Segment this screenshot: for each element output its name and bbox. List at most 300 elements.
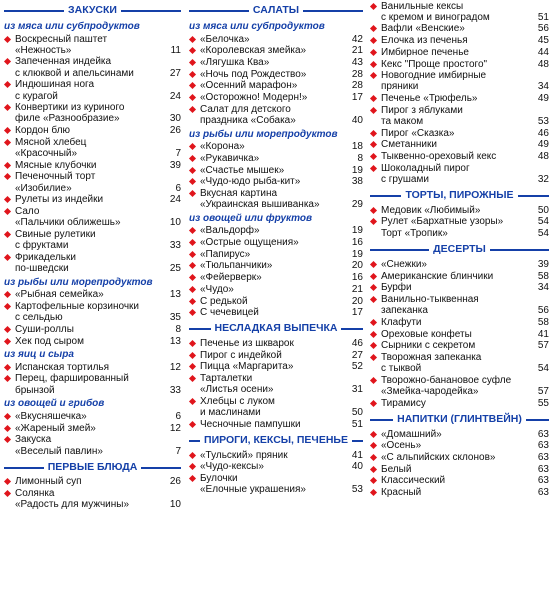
recipe-entry	[4, 171, 181, 193]
recipe-entry	[189, 153, 363, 164]
recipe-title-line: Булочки	[200, 473, 238, 484]
page-number: 57	[537, 386, 549, 398]
page-number: 45	[537, 35, 549, 47]
recipe-title-line: Медовик «Любимый»	[381, 204, 481, 216]
recipe-title-line: Торт «Тропик»	[381, 228, 448, 240]
page-number: 51	[351, 418, 363, 430]
page-number: 29	[351, 199, 363, 211]
recipe-entry	[189, 57, 363, 68]
page-number: 63	[537, 428, 549, 440]
subsection-heading: из овощей или фруктов	[189, 212, 312, 224]
recipe-entry	[370, 128, 549, 139]
page-number: 8	[357, 152, 363, 164]
subsection-heading: из мяса или субпродуктов	[4, 21, 140, 32]
recipe-entry	[370, 475, 549, 486]
page-number: 7	[175, 148, 181, 160]
recipe-title-line: Новогодние имбирные	[381, 70, 487, 82]
page-number: 27	[351, 349, 363, 361]
page-number: 46	[537, 127, 549, 139]
recipe-entry	[370, 452, 549, 463]
section-heading-text: ПЕРВЫЕ БЛЮДА	[44, 461, 142, 473]
recipe-title-line: «Белочка»	[200, 33, 250, 45]
recipe-title-line: Пицца «Маргарита»	[200, 361, 294, 373]
recipe-title-line: Пирог з яблуками	[381, 104, 463, 116]
recipe-title-line: «Домашний»	[381, 428, 442, 440]
page-number: 54	[537, 228, 549, 240]
page-number: 34	[537, 282, 549, 294]
recipe-title-line: «Вальдорф»	[200, 225, 260, 237]
recipe-title-line: «Лягушка Ква»	[200, 56, 270, 68]
section-heading	[370, 188, 549, 204]
recipe-entry	[370, 375, 549, 397]
recipe-title-line: «Вкусняшечка»	[15, 410, 87, 422]
page-number: 21	[351, 45, 363, 57]
recipe-title-line: «Тульский» пряник	[200, 449, 288, 461]
recipe-entry	[370, 139, 549, 150]
recipe-title-line: «Рыбная семейка»	[15, 289, 104, 301]
page-number: 57	[537, 340, 549, 352]
recipe-title-line: с фруктами	[15, 240, 69, 252]
recipe-title-line: «Елочные украшения»	[200, 484, 306, 496]
recipe-title-line: с грушами	[381, 174, 429, 186]
page-number: 25	[169, 263, 181, 275]
recipe-entry	[189, 461, 363, 472]
page-number: 44	[537, 46, 549, 58]
recipe-entry	[370, 93, 549, 104]
recipe-title-line: Имбирное печенье	[381, 46, 469, 58]
recipe-entry	[189, 284, 363, 295]
recipe-title-line: Пирог с индейкой	[200, 349, 282, 361]
recipe-title-line: С редькой	[200, 295, 248, 307]
page-number: 24	[169, 90, 181, 102]
subsection-heading: из рыбы или морепродуктов	[4, 276, 153, 288]
recipe-title-line: «Листья осени»	[200, 384, 274, 396]
recipe-entry	[4, 336, 181, 347]
recipe-title-line: Мясные клубочки	[15, 159, 97, 171]
page-number: 53	[537, 116, 549, 128]
page-number: 63	[537, 451, 549, 463]
recipe-title-line: Американские блинчики	[381, 270, 494, 282]
recipe-entry	[189, 34, 363, 45]
recipe-entry	[4, 56, 181, 78]
recipe-entry	[370, 271, 549, 282]
subsection-heading: из рыбы или морепродуктов	[189, 128, 338, 140]
recipe-title-line: Рулет «Бархатные узоры»	[381, 216, 504, 228]
recipe-entry	[189, 373, 363, 395]
page-number: 20	[351, 295, 363, 307]
recipe-entry	[4, 488, 181, 510]
recipe-title-line: Сметанники	[381, 139, 437, 151]
recipe-title-line: Тирамису	[381, 397, 426, 409]
page-number: 28	[351, 80, 363, 92]
page-number: 33	[169, 240, 181, 252]
recipe-entry	[189, 272, 363, 283]
page-number: 10	[169, 499, 181, 511]
recipe-entry	[189, 396, 363, 418]
page-number: 19	[351, 248, 363, 260]
recipe-entry	[370, 317, 549, 328]
recipe-title-line: по-шведски	[15, 263, 69, 275]
page-number: 43	[351, 56, 363, 68]
page-number: 6	[175, 182, 181, 194]
page-number: 40	[351, 114, 363, 126]
recipe-entry	[370, 59, 549, 70]
recipe-title-line: Солянка	[15, 487, 55, 499]
recipe-title-line: Ванильные кексы	[381, 0, 464, 12]
recipe-title-line: та маком	[381, 116, 424, 128]
page-number: 20	[351, 260, 363, 272]
recipe-title-line: Воскресный паштет	[15, 33, 108, 45]
page-number: 16	[351, 272, 363, 284]
recipe-title-line: с сельдью	[15, 312, 63, 324]
section-heading-text: ДЕСЕРТЫ	[429, 243, 490, 255]
recipe-entry	[189, 361, 363, 372]
recipe-title-line: Хлебцы с луком	[200, 395, 275, 407]
section-heading	[189, 321, 363, 337]
section-heading-text: НЕСЛАДКАЯ ВЫПЕЧКА	[211, 322, 342, 334]
recipe-title-line: «Пальчики оближешь»	[15, 217, 121, 229]
page-number: 49	[537, 93, 549, 105]
recipe-title-line: Ванильно-тыквенная	[381, 293, 479, 305]
recipe-title-line: Кекс "Проще простого"	[381, 58, 488, 70]
recipe-entry	[370, 440, 549, 451]
page-number: 21	[351, 283, 363, 295]
recipe-title-line: Красный	[381, 487, 422, 499]
recipe-title-line: Запеченная индейка	[15, 56, 112, 68]
recipe-entry	[189, 141, 363, 152]
recipe-entry	[189, 350, 363, 361]
recipe-title-line: «Жареный змей»	[15, 422, 96, 434]
page-number: 16	[351, 237, 363, 249]
page-number: 50	[351, 407, 363, 419]
recipe-entry	[370, 228, 549, 239]
recipe-title-line: Рулеты из индейки	[15, 194, 104, 206]
recipe-entry	[370, 340, 549, 351]
subsection-heading: из мяса или субпродуктов	[189, 21, 325, 32]
recipe-entry	[189, 45, 363, 56]
page-number: 33	[169, 384, 181, 396]
recipe-title-line: «Ночь под Рождество»	[200, 68, 307, 80]
recipe-entry	[4, 411, 181, 422]
recipe-entry	[189, 307, 363, 318]
section-heading-text: ТОРТЫ, ПИРОЖНЫЕ	[401, 189, 517, 201]
recipe-entry	[189, 249, 363, 260]
recipe-entry	[4, 102, 181, 124]
page-number: 38	[351, 176, 363, 188]
recipe-title-line: Мясной хлебец	[15, 136, 87, 148]
recipe-title-line: Испанская тортилья	[15, 361, 110, 373]
index-column-2	[189, 0, 363, 496]
page-number: 10	[169, 217, 181, 229]
page-number: 46	[351, 337, 363, 349]
recipe-entry	[189, 176, 363, 187]
recipe-entry	[4, 206, 181, 228]
recipe-title-line: «Корона»	[200, 141, 245, 153]
recipe-title-line: Ореховые конфеты	[381, 328, 472, 340]
recipe-title-line: праздника «Собака»	[200, 114, 296, 126]
page-number: 12	[169, 422, 181, 434]
recipe-entry	[370, 163, 549, 185]
page-number: 26	[169, 125, 181, 137]
page-number: 39	[537, 258, 549, 270]
recipe-title-line: Клафути	[381, 316, 422, 328]
recipe-entry	[370, 329, 549, 340]
page-number: 11	[170, 44, 181, 56]
recipe-entry	[189, 92, 363, 103]
recipe-title-line: Вкусная картина	[200, 187, 278, 199]
page-number: 35	[169, 312, 181, 324]
index-column-3	[370, 0, 549, 499]
recipe-title-line: Тыквенно-ореховый кекс	[381, 151, 497, 163]
page-number: 63	[537, 487, 549, 499]
recipe-entry	[189, 225, 363, 236]
page-number: 54	[537, 216, 549, 228]
page-number: 50	[537, 204, 549, 216]
recipe-title-line: Конвертики из куриного	[15, 102, 125, 114]
recipe-title-line: «Острые ощущения»	[200, 237, 299, 249]
recipe-title-line: «Фейерверк»	[200, 272, 262, 284]
recipe-entry	[189, 296, 363, 307]
recipe-entry	[189, 419, 363, 430]
subsection-heading: из овощей и грибов	[4, 398, 105, 410]
recipe-title-line: «Осторожно! Модерн!»	[200, 92, 308, 104]
page-number: 28	[351, 68, 363, 80]
recipe-entry	[4, 476, 181, 487]
recipe-entry	[189, 165, 363, 176]
recipe-entry	[370, 70, 549, 92]
recipe-entry	[370, 259, 549, 270]
recipe-title-line: «Папирус»	[200, 248, 251, 260]
recipe-title-line: «Радость для мужчины»	[15, 499, 130, 511]
recipe-title-line: «Рукавичка»	[200, 152, 260, 164]
page-number: 13	[169, 335, 181, 347]
page-number: 63	[537, 440, 549, 452]
section-heading	[370, 412, 549, 428]
recipe-title-line: «Красочный»	[15, 148, 78, 160]
section-heading-text: ЗАКУСКИ	[64, 4, 121, 16]
recipe-entry	[189, 237, 363, 248]
index-column-1	[4, 0, 181, 511]
recipe-title-line: Сырники с секретом	[381, 340, 476, 352]
recipe-entry	[370, 398, 549, 409]
recipe-title-line: Пирог «Сказка»	[381, 127, 455, 139]
recipe-title-line: Суши-роллы	[15, 323, 74, 335]
recipe-title-line: Печенье из шкварок	[200, 337, 294, 349]
section-heading-text: САЛАТЫ	[249, 4, 303, 16]
recipe-title-line: «Нежность»	[15, 44, 72, 56]
page-number: 56	[537, 305, 549, 317]
recipe-title-line: Кордон блю	[15, 125, 71, 137]
page-number: 49	[537, 139, 549, 151]
recipe-entry	[370, 47, 549, 58]
recipe-entry	[370, 35, 549, 46]
page-number: 48	[537, 151, 549, 163]
recipe-entry	[4, 252, 181, 274]
recipe-entry	[4, 194, 181, 205]
recipe-title-line: «Чудо-юдо рыба-кит»	[200, 176, 301, 188]
recipe-title-line: Картофельные корзиночки	[15, 300, 140, 312]
page-number: 40	[351, 461, 363, 473]
recipe-title-line: Елочка из печенья	[381, 35, 468, 47]
page-number: 7	[175, 445, 181, 457]
recipe-entry	[370, 294, 549, 316]
recipe-title-line: филе «Разнообразие»	[15, 113, 120, 125]
recipe-title-line: «С альпийских склонов»	[381, 451, 496, 463]
recipe-entry	[370, 105, 549, 127]
recipe-entry	[370, 352, 549, 374]
recipe-entry	[4, 362, 181, 373]
page-number: 54	[537, 363, 549, 375]
recipe-entry	[4, 301, 181, 323]
page-number: 17	[351, 307, 363, 319]
page-number: 52	[351, 361, 363, 373]
recipe-entry	[370, 464, 549, 475]
page-number: 6	[175, 410, 181, 422]
recipe-entry	[370, 151, 549, 162]
recipe-title-line: запеканка	[381, 305, 428, 317]
recipe-title-line: Печеночный торт	[15, 171, 96, 183]
recipe-title-line: Индюшиная нога	[15, 79, 95, 91]
page-number: 17	[351, 92, 363, 104]
page-number: 12	[169, 361, 181, 373]
section-heading-text: ПИРОГИ, КЕКСЫ, ПЕЧЕНЬЕ	[200, 434, 352, 446]
recipe-entry	[370, 23, 549, 34]
recipe-entry	[4, 137, 181, 159]
recipe-entry	[4, 79, 181, 101]
recipe-entry	[4, 160, 181, 171]
recipe-entry	[4, 229, 181, 251]
recipe-title-line: «Чудо»	[200, 283, 234, 295]
page-number: 56	[537, 23, 549, 35]
recipe-title-line: с курагой	[15, 90, 58, 102]
recipe-title-line: Лимонный суп	[15, 476, 82, 488]
recipe-title-line: «Чудо-кексы»	[200, 461, 264, 473]
recipe-title-line: «Тюльпанчики»	[200, 260, 273, 272]
recipe-title-line: Шоколадный пирог	[381, 162, 470, 174]
page-number: 30	[169, 113, 181, 125]
page-number: 63	[537, 463, 549, 475]
recipe-title-line: «Изобилие»	[15, 182, 72, 194]
recipe-title-line: Вафли «Венские»	[381, 23, 465, 35]
recipe-title-line: Закуска	[15, 434, 52, 446]
recipe-title-line: «Счастье мышек»	[200, 164, 285, 176]
recipe-entry	[4, 289, 181, 300]
page-number: 27	[169, 67, 181, 79]
recipe-entry	[189, 473, 363, 495]
recipe-entry	[189, 69, 363, 80]
recipe-title-line: Свиные рулетики	[15, 228, 96, 240]
section-heading	[4, 3, 181, 19]
recipe-title-line: Классический	[381, 475, 446, 487]
section-heading	[189, 433, 363, 449]
recipe-entry	[189, 80, 363, 91]
recipe-title-line: «Осенний марафон»	[200, 80, 298, 92]
recipe-title-line: брынзой	[15, 384, 55, 396]
recipe-title-line: Творожно-банановое суфле	[381, 374, 512, 386]
recipe-title-line: Печенье «Трюфель»	[381, 93, 478, 105]
recipe-title-line: Фрикадельки	[15, 251, 76, 263]
recipe-entry	[370, 487, 549, 498]
recipe-title-line: Перец, фаршированный	[15, 373, 129, 385]
recipe-title-line: пряники	[381, 81, 419, 93]
page-number: 63	[537, 475, 549, 487]
recipe-title-line: Тарталетки	[200, 373, 253, 385]
page-number: 39	[169, 159, 181, 171]
page-number: 48	[537, 58, 549, 70]
page-number: 42	[351, 33, 363, 45]
recipe-title-line: Бурфи	[381, 282, 412, 294]
recipe-title-line: с клюквой и апельсинами	[15, 67, 134, 79]
section-heading	[4, 460, 181, 476]
recipe-title-line: Сало	[15, 206, 40, 218]
recipe-entry	[4, 324, 181, 335]
recipe-entry	[370, 429, 549, 440]
page-number: 53	[351, 484, 363, 496]
page-number: 18	[351, 141, 363, 153]
recipe-entry	[4, 423, 181, 434]
page-number: 26	[169, 476, 181, 488]
recipe-title-line: Салат для детского	[200, 103, 291, 115]
recipe-entry	[4, 434, 181, 456]
recipe-entry	[189, 260, 363, 271]
page-number: 55	[537, 397, 549, 409]
page-number: 31	[351, 384, 363, 396]
page-number: 32	[537, 174, 549, 186]
recipe-title-line: с кремом и виноградом	[381, 11, 490, 23]
recipe-entry	[370, 216, 549, 227]
recipe-title-line: Творожная запеканка	[381, 351, 482, 363]
recipe-title-line: Белый	[381, 463, 412, 475]
section-heading	[370, 242, 549, 258]
page-number: 24	[169, 194, 181, 206]
recipe-entry	[189, 104, 363, 126]
recipe-entry	[189, 450, 363, 461]
recipe-title-line: и маслинами	[200, 407, 261, 419]
page-number: 58	[537, 270, 549, 282]
recipe-title-line: Хек под сыром	[15, 335, 84, 347]
recipe-entry	[370, 205, 549, 216]
page-number: 13	[169, 289, 181, 301]
recipe-title-line: «Осень»	[381, 440, 422, 452]
recipe-entry	[4, 125, 181, 136]
page-number: 19	[351, 164, 363, 176]
section-heading-text: НАПИТКИ (ГЛИНТВЕЙН)	[393, 413, 526, 425]
recipe-title-line: «Змейка-чародейка»	[381, 386, 479, 398]
section-heading	[189, 3, 363, 19]
recipe-title-line: «Украинская вышиванка»	[200, 199, 320, 211]
page-number: 41	[537, 328, 549, 340]
page-number: 19	[351, 225, 363, 237]
recipe-entry	[189, 338, 363, 349]
subsection-heading: из яиц и сыра	[4, 349, 74, 361]
recipe-title-line: «Веселый павлин»	[15, 445, 103, 457]
recipe-title-line: «Снежки»	[381, 258, 427, 270]
recipe-entry	[4, 34, 181, 56]
recipe-entry	[370, 282, 549, 293]
recipe-entry	[370, 1, 549, 23]
recipe-title-line: с тыквой	[381, 363, 422, 375]
recipe-title-line: С чечевицей	[200, 307, 259, 319]
recipe-title-line: Чесночные пампушки	[200, 418, 301, 430]
recipe-title-line: «Королевская змейка»	[200, 45, 307, 57]
page-number: 41	[351, 449, 363, 461]
page-number: 8	[175, 323, 181, 335]
page-number: 58	[537, 316, 549, 328]
page-number: 51	[537, 11, 549, 23]
recipe-entry	[4, 373, 181, 395]
recipe-entry	[189, 188, 363, 210]
page-number: 34	[537, 81, 549, 93]
